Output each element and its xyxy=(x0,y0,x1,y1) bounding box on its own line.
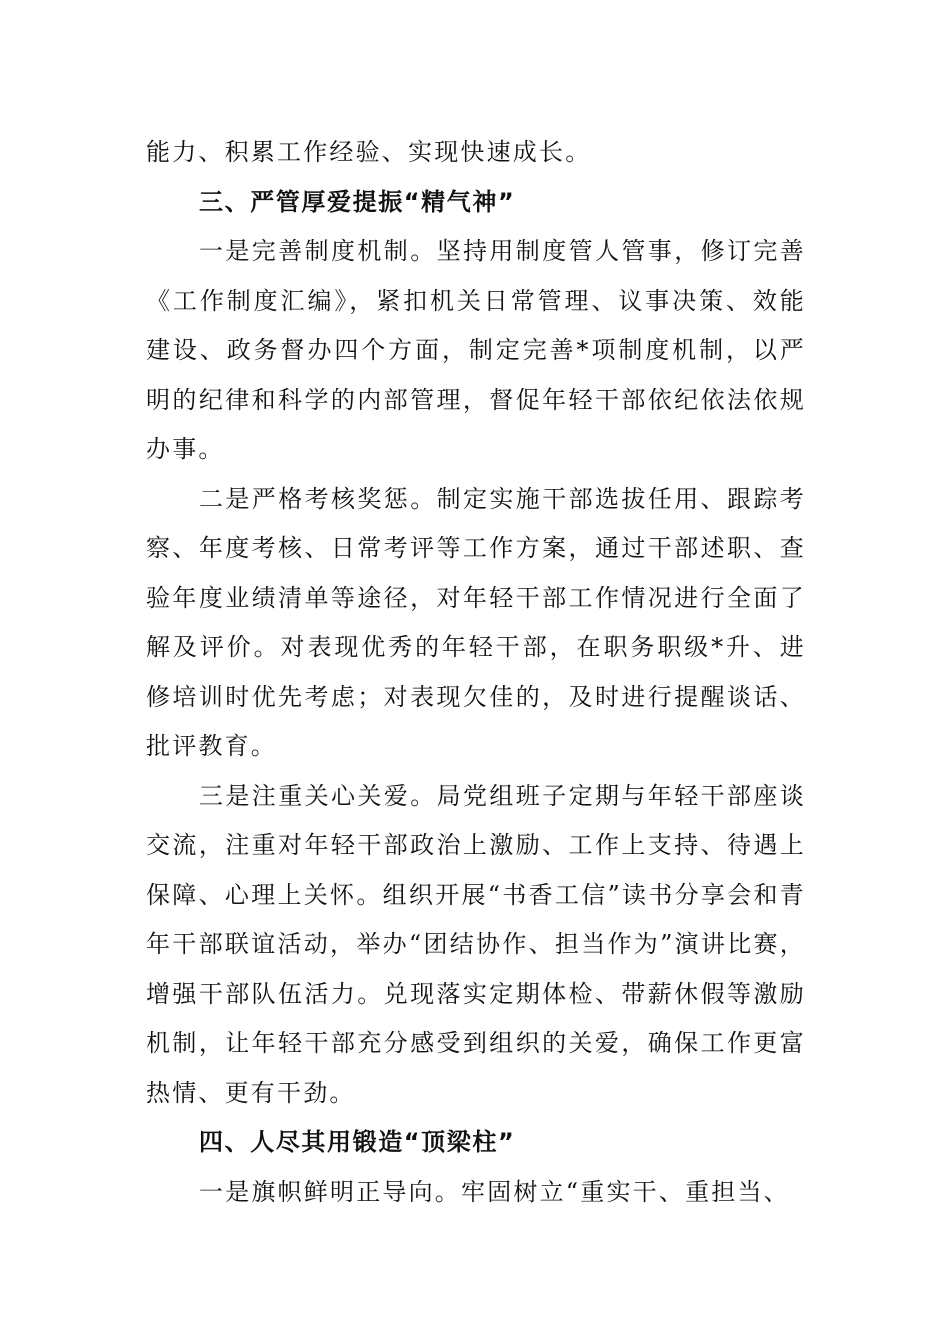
paragraph-assessment: 二是严格考核奖惩。制定实施干部选拔任用、跟踪考察、年度考核、日常考评等工作方案，通过干部述职、查验年度业绩清单等途径，对年轻干部工作情况进行全面了解及评价。对表现优秀的年轻干部，在职务职级*升、进修培训时优先考虑；对表现欠佳的，及时进行提醒谈话、批评教育。 xyxy=(146,484,806,760)
paragraph-orientation: 一是旗帜鲜明正导向。牢固树立“重实干、重担当、 xyxy=(199,1177,790,1206)
document-page xyxy=(146,128,806,1217)
paragraph-institutional-mechanism: 一是完善制度机制。坚持用制度管人管事，修订完善《工作制度汇编》，紧扣机关日常管理、议事决策、效能建设、政务督办四个方面，制定完善*项制度机制，以严明的纪律和科学的内部管理，督促年轻干部依纪依法依规办事。 xyxy=(146,237,806,463)
section-heading-4: 四、人尽其用锻造“顶梁柱” xyxy=(199,1128,516,1156)
paragraph-continuation: 能力、积累工作经验、实现快速成长。 xyxy=(146,138,592,166)
paragraph-care: 三是注重关心关爱。局党组班子定期与年轻干部座谈交流，注重对年轻干部政治上激励、工作上支持、待遇上保障、心理上关怀。组织开展“书香工信”读书分享会和青年干部联谊活动，举办“团结协作、担当作为”演讲比赛，增强干部队伍活力。兑现落实定期体检、带薪休假等激励机制，让年轻干部充分感受到组织的关爱，确保工作更富热情、更有干劲。 xyxy=(146,781,806,1107)
section-heading-3: 三、严管厚爱提振“精气神” xyxy=(199,187,516,216)
